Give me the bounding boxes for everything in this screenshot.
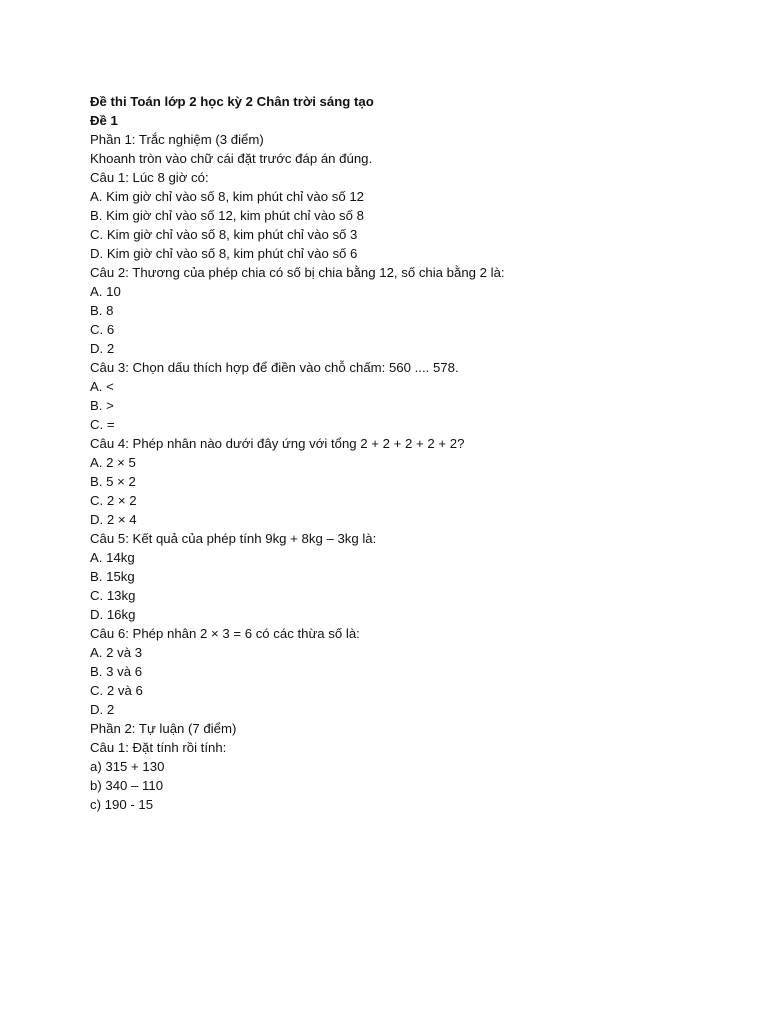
question-6-option-d: D. 2 bbox=[90, 702, 115, 717]
question-2-option-a: A. 10 bbox=[90, 284, 121, 299]
part1-heading: Phần 1: Trắc nghiệm (3 điểm) bbox=[90, 132, 264, 147]
part2-question-1-item-b: b) 340 – 110 bbox=[90, 778, 164, 793]
question-5-option-c: C. 13kg bbox=[90, 588, 136, 603]
question-3-option-b: B. > bbox=[90, 398, 114, 413]
question-2-prompt: Câu 2: Thương của phép chia có số bị chia bằng 12, số chia bằng 2 là: bbox=[90, 265, 505, 280]
document-title: Đề thi Toán lớp 2 học kỳ 2 Chân trời sáng tạo bbox=[90, 94, 374, 109]
question-3-prompt: Câu 3: Chọn dấu thích hợp để điền vào chỗ chấm: 560 .... 578. bbox=[90, 360, 459, 375]
question-6-option-b: B. 3 và 6 bbox=[90, 664, 143, 679]
part2-heading: Phần 2: Tự luận (7 điểm) bbox=[90, 721, 237, 736]
part1-instruction: Khoanh tròn vào chữ cái đặt trước đáp án đúng. bbox=[90, 151, 373, 166]
question-5-prompt: Câu 5: Kết quả của phép tính 9kg + 8kg – 3kg là: bbox=[90, 531, 377, 546]
question-6-prompt: Câu 6: Phép nhân 2 × 3 = 6 có các thừa số là: bbox=[90, 626, 360, 641]
document-subtitle: Đề 1 bbox=[90, 113, 118, 128]
question-5-option-b: B. 15kg bbox=[90, 569, 135, 584]
question-6-option-a: A. 2 và 3 bbox=[90, 645, 143, 660]
question-4-prompt: Câu 4: Phép nhân nào dưới đây ứng với tổng 2 + 2 + 2 + 2 + 2? bbox=[90, 436, 465, 451]
question-4-option-a: A. 2 × 5 bbox=[90, 455, 136, 470]
question-3-option-c: C. = bbox=[90, 417, 115, 432]
question-1-prompt: Câu 1: Lúc 8 giờ có: bbox=[90, 170, 209, 185]
part2-question-1-item-c: c) 190 - 15 bbox=[90, 797, 154, 812]
question-1-option-b: B. Kim giờ chỉ vào số 12, kim phút chỉ vào số 8 bbox=[90, 208, 364, 223]
question-6-option-c: C. 2 và 6 bbox=[90, 683, 143, 698]
question-1-option-a: A. Kim giờ chỉ vào số 8, kim phút chỉ vào số 12 bbox=[90, 189, 364, 204]
question-5-option-a: A. 14kg bbox=[90, 550, 135, 565]
question-2-option-d: D. 2 bbox=[90, 341, 115, 356]
question-5-option-d: D. 16kg bbox=[90, 607, 136, 622]
question-1-option-c: C. Kim giờ chỉ vào số 8, kim phút chỉ vào số 3 bbox=[90, 227, 358, 242]
question-2-option-c: C. 6 bbox=[90, 322, 115, 337]
question-4-option-b: B. 5 × 2 bbox=[90, 474, 136, 489]
question-2-option-b: B. 8 bbox=[90, 303, 114, 318]
document-page bbox=[90, 92, 730, 814]
question-3-option-a: A. < bbox=[90, 379, 114, 394]
question-4-option-d: D. 2 × 4 bbox=[90, 512, 137, 527]
question-1-option-d: D. Kim giờ chỉ vào số 8, kim phút chỉ vào số 6 bbox=[90, 246, 358, 261]
part2-question-1-item-a: a) 315 + 130 bbox=[90, 759, 165, 774]
question-4-option-c: C. 2 × 2 bbox=[90, 493, 137, 508]
part2-question-1-prompt: Câu 1: Đặt tính rồi tính: bbox=[90, 740, 227, 755]
